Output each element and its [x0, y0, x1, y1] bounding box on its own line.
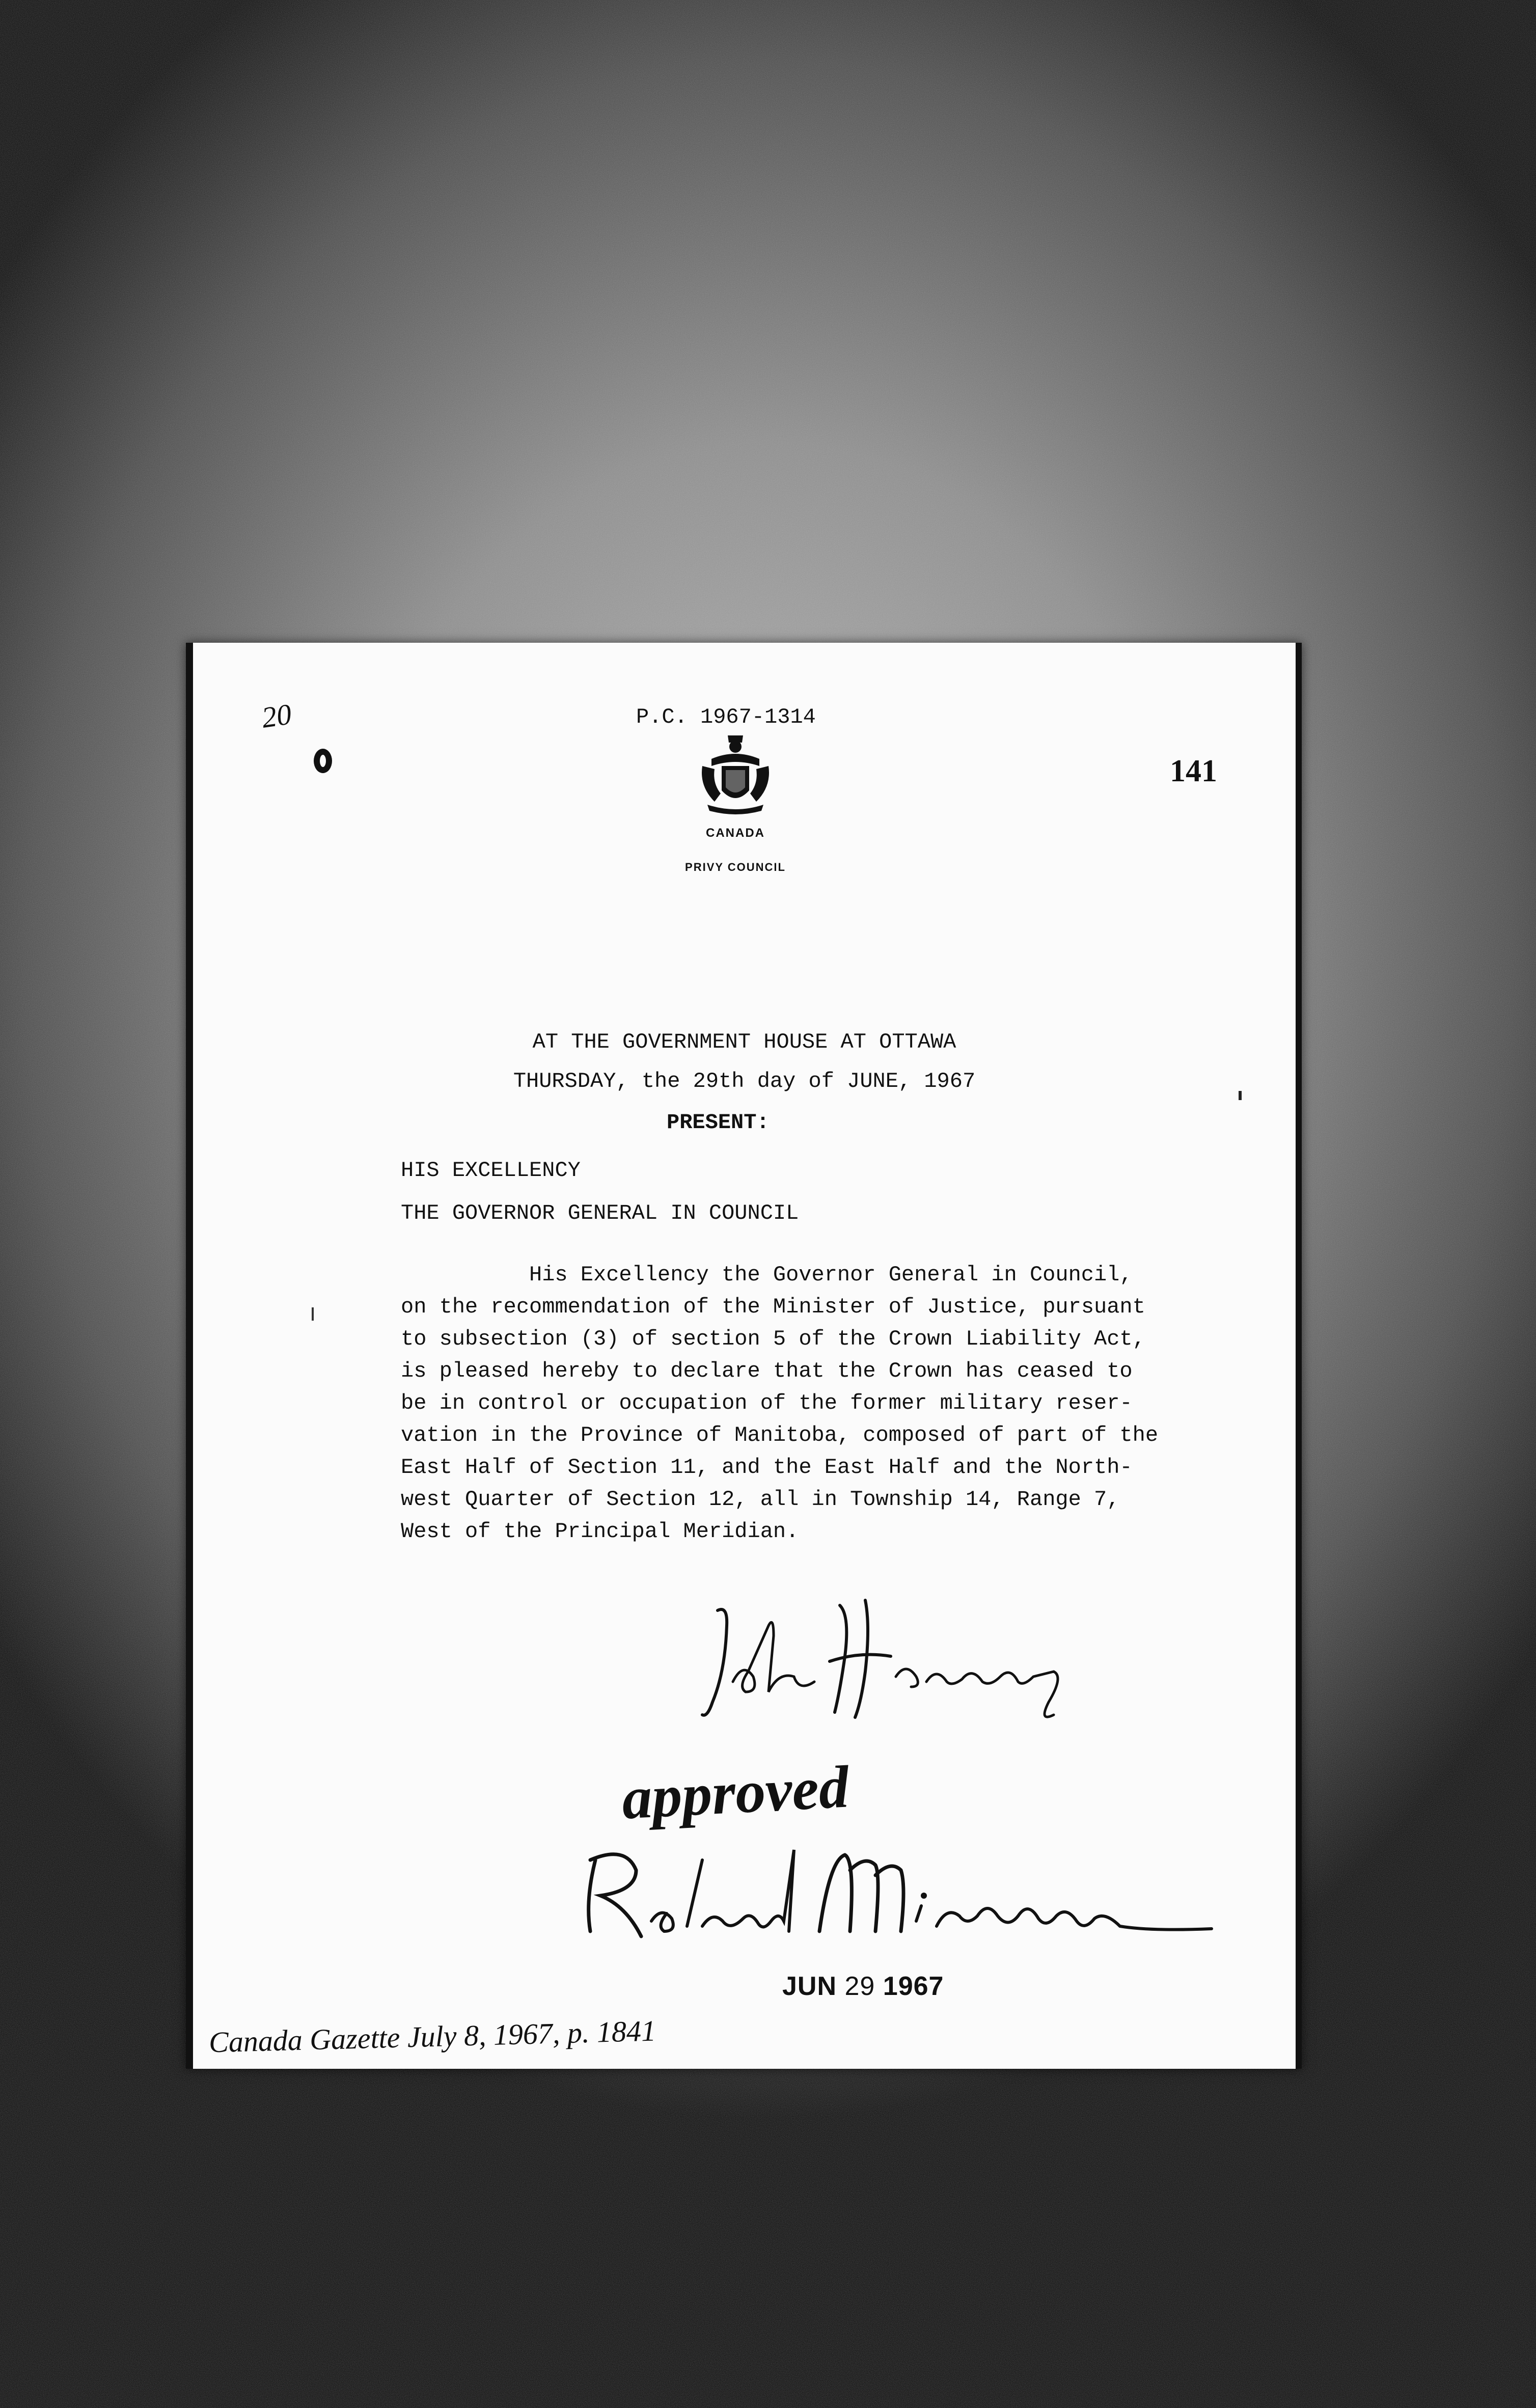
stamp-year: 1967 — [883, 1972, 944, 2001]
coat-of-arms-icon — [692, 730, 779, 817]
crest-body-label: PRIVY COUNCIL — [685, 861, 786, 873]
body-line: be in control or occupation of the former military reser- — [401, 1391, 1133, 1415]
heading-present: PRESENT: — [667, 1110, 770, 1135]
gazette-note: Canada Gazette July 8, 1967, p. 1841 — [208, 2014, 656, 2059]
punch-hole-mark — [314, 749, 332, 773]
body-line: to subsection (3) of section 5 of the Crown Liability Act, — [401, 1327, 1145, 1351]
heading-date: THURSDAY, the 29th day of JUNE, 1967 — [513, 1069, 976, 1093]
approval-date-stamp — [782, 1971, 944, 2002]
stamp-month: JUN — [782, 1972, 837, 2001]
stamp-day: 29 — [844, 1972, 875, 2001]
body-line: West of the Principal Meridian. — [401, 1519, 799, 1544]
body-line: East Half of Section 11, and the East Half and the North- — [401, 1455, 1133, 1480]
stray-mark — [1239, 1091, 1242, 1100]
body-line: His Excellency the Governor General in Council, — [529, 1263, 1133, 1287]
heading-place: AT THE GOVERNMENT HOUSE AT OTTAWA — [532, 1030, 956, 1054]
stray-mark — [312, 1307, 314, 1321]
addressee-line: HIS EXCELLENCY — [401, 1158, 581, 1183]
body-line: is pleased hereby to declare that the Crown has ceased to — [401, 1359, 1133, 1383]
body-line: west Quarter of Section 12, all in Township 14, Range 7, — [401, 1487, 1120, 1512]
document-page — [186, 643, 1302, 2069]
folio-number: 141 — [1170, 754, 1217, 788]
order-number: P.C. 1967-1314 — [636, 705, 816, 729]
addressee-line: THE GOVERNOR GENERAL IN COUNCIL — [401, 1201, 799, 1225]
governor-general-signature — [580, 1829, 1222, 1957]
margin-note: 20 — [259, 697, 294, 734]
crest-country-label: CANADA — [706, 826, 765, 840]
clerk-signature — [697, 1595, 1105, 1738]
body-line: on the recommendation of the Minister of Justice, pursuant — [401, 1295, 1145, 1319]
body-line: vation in the Province of Manitoba, composed of part of the — [401, 1423, 1159, 1447]
approved-label: approved — [620, 1753, 851, 1832]
